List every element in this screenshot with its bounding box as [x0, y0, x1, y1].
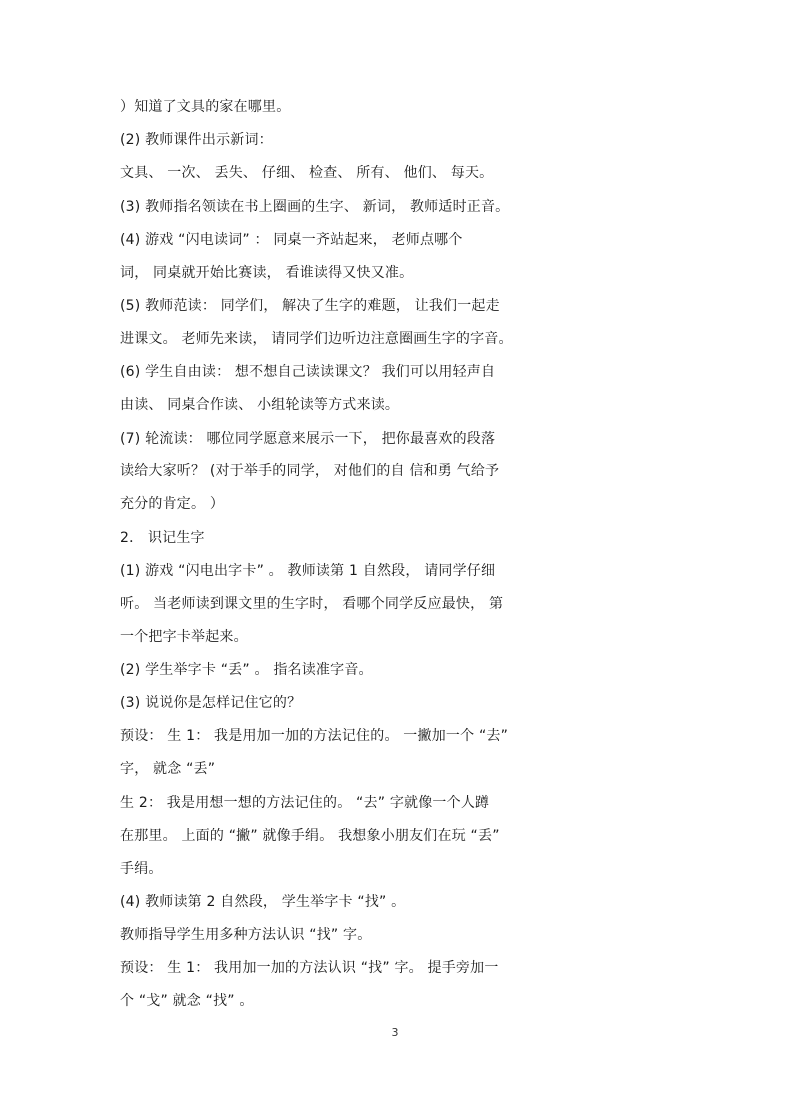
- text-line: 一个把字卡举起来。: [120, 629, 248, 645]
- text-line: 进课文。 老师先来读， 请同学们边听边注意圈画生字的字音。: [120, 331, 513, 347]
- text-line: 词， 同桌就开始比赛读， 看谁读得又快又准。: [120, 265, 414, 281]
- text-line: 预设： 生 1： 我用加一加的方法认识 “找” 字。 提手旁加一: [120, 960, 499, 976]
- text-line: (6) 学生自由读： 想不想自己读读课文？ 我们可以用轻声自: [120, 364, 496, 380]
- text-line: (5) 教师范读： 同学们， 解决了生字的难题， 让我们一起走: [120, 298, 500, 314]
- text-line: 教师指导学生用多种方法认识 “找” 字。: [120, 927, 372, 943]
- text-line: 听。 当老师读到课文里的生字时， 看哪个同学反应最快， 第: [120, 596, 504, 612]
- text-line: (4) 教师读第 2 自然段， 学生举字卡 “找” 。: [120, 894, 406, 910]
- text-line: 由读、 同桌合作读、 小组轮读等方式来读。: [120, 397, 400, 413]
- text-line: (4) 游戏 “闪电读词” ： 同桌一齐站起来， 老师点哪个: [120, 232, 463, 248]
- text-line: 充分的肯定。 ）: [120, 496, 225, 512]
- text-line: 个 “戈” 就念 “找” 。: [120, 993, 254, 1009]
- text-line: (7) 轮流读： 哪位同学愿意来展示一下， 把你最喜欢的段落: [120, 431, 496, 447]
- text-line: ）知道了文具的家在哪里。: [120, 99, 291, 115]
- text-line: (1) 游戏 “闪电出字卡” 。 教师读第 1 自然段， 请同学仔细: [120, 563, 496, 579]
- section-heading: 2． 识记生字: [120, 530, 205, 546]
- text-line: 生 2： 我是用想一想的方法记住的。 “去” 字就像一个人蹲: [120, 795, 490, 811]
- text-line: 手绢。: [120, 861, 163, 877]
- text-line: 文具、 一次、 丢失、 仔细、 检查、 所有、 他们、 每天。: [120, 165, 494, 181]
- text-line: 在那里。 上面的 “撇” 就像手绢。 我想象小朋友们在玩 “丢”: [120, 828, 500, 844]
- text-line: 字， 就念 “丢”: [120, 761, 216, 777]
- text-line: 预设： 生 1： 我是用加一加的方法记住的。 一撇加一个 “去”: [120, 728, 509, 744]
- text-line: (3) 说说你是怎样记住它的？: [120, 695, 302, 711]
- text-line: (3) 教师指名领读在书上圈画的生字、 新词， 教师适时正音。: [120, 199, 510, 215]
- text-line: (2) 教师课件出示新词：: [120, 132, 273, 148]
- page-number: 3: [391, 1026, 399, 1039]
- text-line: 读给大家听？ (对于举手的同学， 对他们的自 信和勇 气给予: [120, 463, 500, 479]
- text-line: (2) 学生举字卡 “丢” 。 指名读准字音。: [120, 662, 373, 678]
